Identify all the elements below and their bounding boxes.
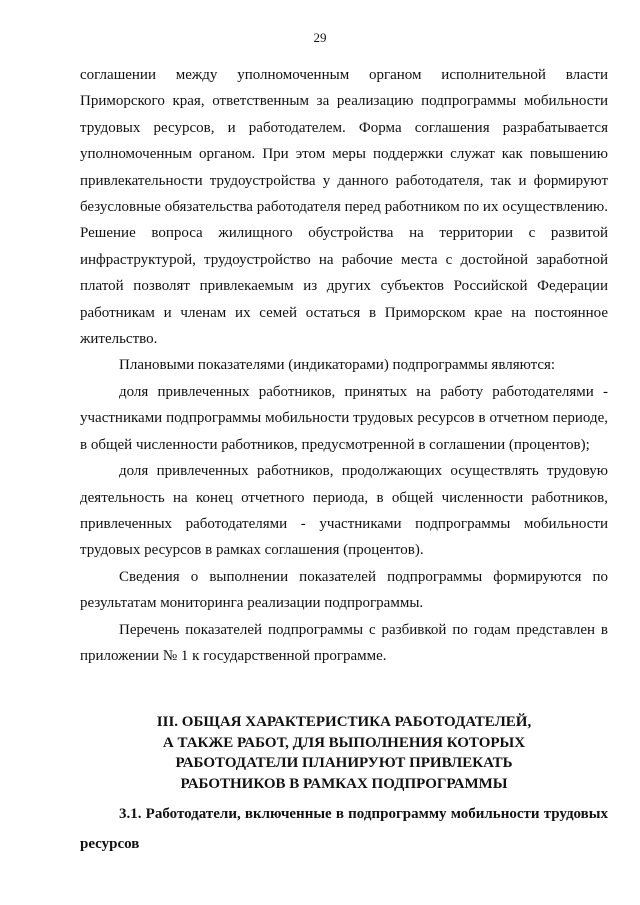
section-heading-line: РАБОТОДАТЕЛИ ПЛАНИРУЮТ ПРИВЛЕКАТЬ (175, 755, 513, 771)
page-number: 29 (313, 30, 327, 45)
subsection-heading: 3.1. Работодатели, включенные в подпрограмму мобильности трудовых ресурсов (80, 806, 608, 852)
section-heading-line: III. ОБЩАЯ ХАРАКТЕРИСТИКА РАБОТОДАТЕЛЕЙ, (156, 714, 532, 730)
paragraph-monitoring: Сведения о выполнении показателей подпрограммы формируются по результатам мониторинга реализации подпрограммы. (80, 568, 608, 612)
paragraph-appendix-reference: Перечень показателей подпрограммы с разбивкой по годам представлен в приложении № 1 к государственной программе. (80, 621, 608, 664)
section-heading-line: РАБОТНИКОВ В РАМКАХ ПОДПРОГРАММЫ (180, 775, 508, 792)
paragraph-indicators-intro: Плановыми показателями (индикаторами) подпрограммы являются: (119, 357, 556, 374)
paragraph-agreement: соглашении между уполномоченным органом исполнительной власти Приморского края, ответственным за реализацию подпрограммы мобильности трудовых ресурсов, и работодателем. Форма соглашения разрабатывается уполномоченным органом. При этом меры поддержки служат как повышению привлекательности трудоустройства у данного работодателя, так и формируют безусловные обязательства работодателя перед работником по их осуществлению. Решение вопроса жилищного обустройства на территории с развитой инфраструктурой, трудоустройство на рабочие места с достойной заработной платой позволят привлекаемым из других субъектов Российской Федерации работникам и членам их семей остаться в Приморском крае на постоянное жительство. (80, 67, 608, 348)
section-heading-line: А ТАКЖЕ РАБОТ, ДЛЯ ВЫПОЛНЕНИЯ КОТОРЫХ (162, 734, 526, 751)
body-text (80, 62, 608, 669)
section-heading (80, 712, 608, 794)
paragraph-indicator-hired-share: доля привлеченных работников, принятых на работу работодателями - участниками подпрограммы мобильности трудовых ресурсов в отчетном периоде, в общей численности работников, предусмотренной в соглашении (процентов); (80, 383, 608, 453)
paragraph-indicator-retained-share: доля привлеченных работников, продолжающих осуществлять трудовую деятельность на конец отчетного периода, в общей численности работников, привлеченных работодателями - участниками подпрограммы мобильности трудовых ресурсов в рамках соглашения (процентов). (80, 463, 608, 559)
